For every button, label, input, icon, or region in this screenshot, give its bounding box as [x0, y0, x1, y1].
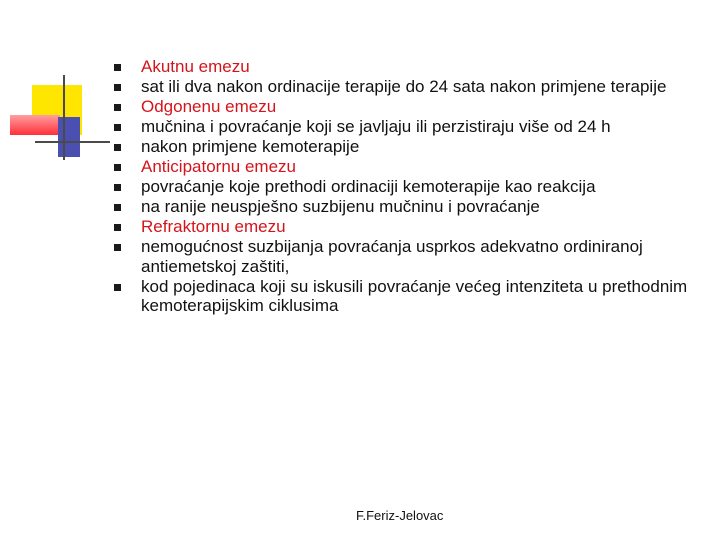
square-bullet-icon: [114, 164, 121, 171]
list-item-text: na ranije neuspješno suzbijenu mučninu i povraćanje: [141, 197, 540, 216]
list-item-text: Akutnu emezu: [141, 57, 250, 76]
list-item-text: sat ili dva nakon ordinacije terapije do 24 sata nakon primjene terapije: [141, 77, 667, 96]
list-item: [114, 97, 704, 117]
list-item: [114, 157, 704, 177]
list-item: [114, 277, 704, 316]
footer-author: F.Feriz-Jelovac: [356, 508, 444, 523]
list-item: [114, 117, 704, 137]
list-item-text: Refraktornu emezu: [141, 217, 286, 236]
square-bullet-icon: [114, 104, 121, 111]
list-item-text: nemogućnost suzbijanja povraćanja usprkos adekvatno ordiniranoj antiemetskoj zaštiti,: [141, 237, 643, 276]
list-item: [114, 77, 704, 97]
square-bullet-icon: [114, 184, 121, 191]
square-bullet-icon: [114, 124, 121, 131]
list-item: [114, 217, 704, 237]
deco-red-bar: [10, 115, 60, 135]
list-item-text: nakon primjene kemoterapije: [141, 137, 360, 156]
list-item: [114, 237, 704, 276]
square-bullet-icon: [114, 64, 121, 71]
square-bullet-icon: [114, 144, 121, 151]
bullet-list: [114, 57, 704, 316]
square-bullet-icon: [114, 204, 121, 211]
square-bullet-icon: [114, 84, 121, 91]
deco-vertical-line: [63, 75, 65, 160]
list-item: [114, 197, 704, 217]
list-item-text: Odgonenu emezu: [141, 97, 277, 116]
square-bullet-icon: [114, 244, 121, 251]
list-item-text: mučnina i povraćanje koji se javljaju ili perzistiraju više od 24 h: [141, 117, 611, 136]
decorative-corner-graphic: [0, 0, 110, 170]
list-item: [114, 57, 704, 77]
deco-horizontal-line: [35, 141, 110, 143]
square-bullet-icon: [114, 224, 121, 231]
list-item: [114, 177, 704, 197]
list-item-text: Anticipatornu emezu: [141, 157, 296, 176]
square-bullet-icon: [114, 284, 121, 291]
deco-blue-square: [58, 117, 80, 157]
list-item-text: kod pojedinaca koji su iskusili povraćanje većeg intenziteta u prethodnim kemoterapijskim ciklusima: [141, 276, 688, 315]
list-item-text: povraćanje koje prethodi ordinaciji kemoterapije kao reakcija: [141, 177, 596, 196]
list-item: [114, 137, 704, 157]
